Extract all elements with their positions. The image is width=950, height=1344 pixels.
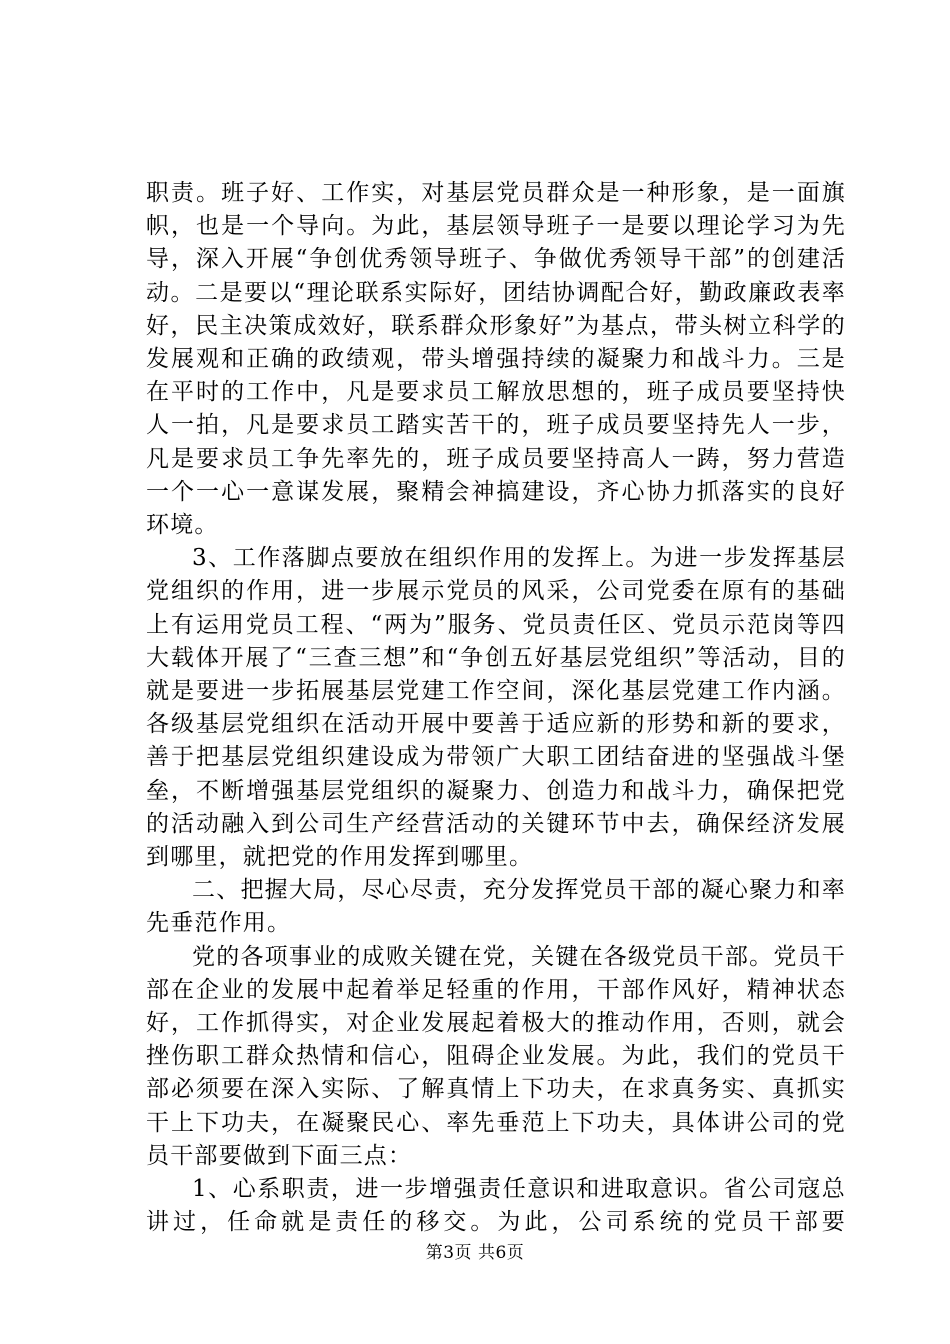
section-heading-two: 二、把握大局，尽心尽责，充分发挥党员干部的凝心聚力和率先垂范作用。 xyxy=(146,877,846,937)
paragraph-responsibility: 1、心系职责，进一步增强责任意识和进取意识。省公司寇总讲过，任命就是责任的移交。为此，公司系统的党员干部要 xyxy=(146,1176,846,1236)
paragraph-party-cadres: 党的各项事业的成败关键在党，关键在各级党员干部。党员干部在企业的发展中起着举足轻重的作用，干部作风好，精神状态好，工作抓得实，对企业发展起着极大的推动作用，否则，就会挫伤职工群众热情和信心，阻碍企业发展。为此，我们的党员干部必须要在深入实际、了解真情上下功夫，在求真务实、真抓实干上下功夫，在凝聚民心、率先垂范上下功夫，具体讲公司的党员干部要做到下面三点： xyxy=(146,943,846,1169)
paragraph-leadership-duty: 职责。班子好、工作实，对基层党员群众是一种形象，是一面旗帜，也是一个导向。为此，基层领导班子一是要以理论学习为先导，深入开展“争创优秀领导班子、争做优秀领导干部”的创建活动。二是要以“理论联系实际好，团结协调配合好，勤政廉政表率好，民主决策成效好，联系群众形象好”为基点，带头树立科学的发展观和正确的政绩观，带头增强持续的凝聚力和战斗力。三是在平时的工作中，凡是要求员工解放思想的，班子成员要坚持快人一拍，凡是要求员工踏实苦干的，班子成员要坚持先人一步，凡是要求员工争先率先的，班子成员要坚持高人一踌，努力营造一个一心一意谋发展，聚精会神搞建设，齐心协力抓落实的良好环境。 xyxy=(146,180,846,539)
document-body xyxy=(146,177,846,1240)
paragraph-organization-role: 3、工作落脚点要放在组织作用的发挥上。为进一步发挥基层党组织的作用，进一步展示党员的风采，公司党委在原有的基础上有运用党员工程、“两为”服务、党员责任区、党员示范岗等四大载体开展了“三查三想”和“争创五好基层党组织”等活动，目的就是要进一步拓展基层党建工作空间，深化基层党建工作内涵。各级基层党组织在活动开展中要善于适应新的形势和新的要求，善于把基层党组织建设成为带领广大职工团结奋进的坚强战斗堡垒，不断增强基层党组织的凝聚力、创造力和战斗力，确保把党的活动融入到公司生产经营活动的关键环节中去，确保经济发展到哪里，就把党的作用发挥到哪里。 xyxy=(146,545,846,871)
page-number-footer: 第3页 共6页 xyxy=(425,1243,525,1263)
